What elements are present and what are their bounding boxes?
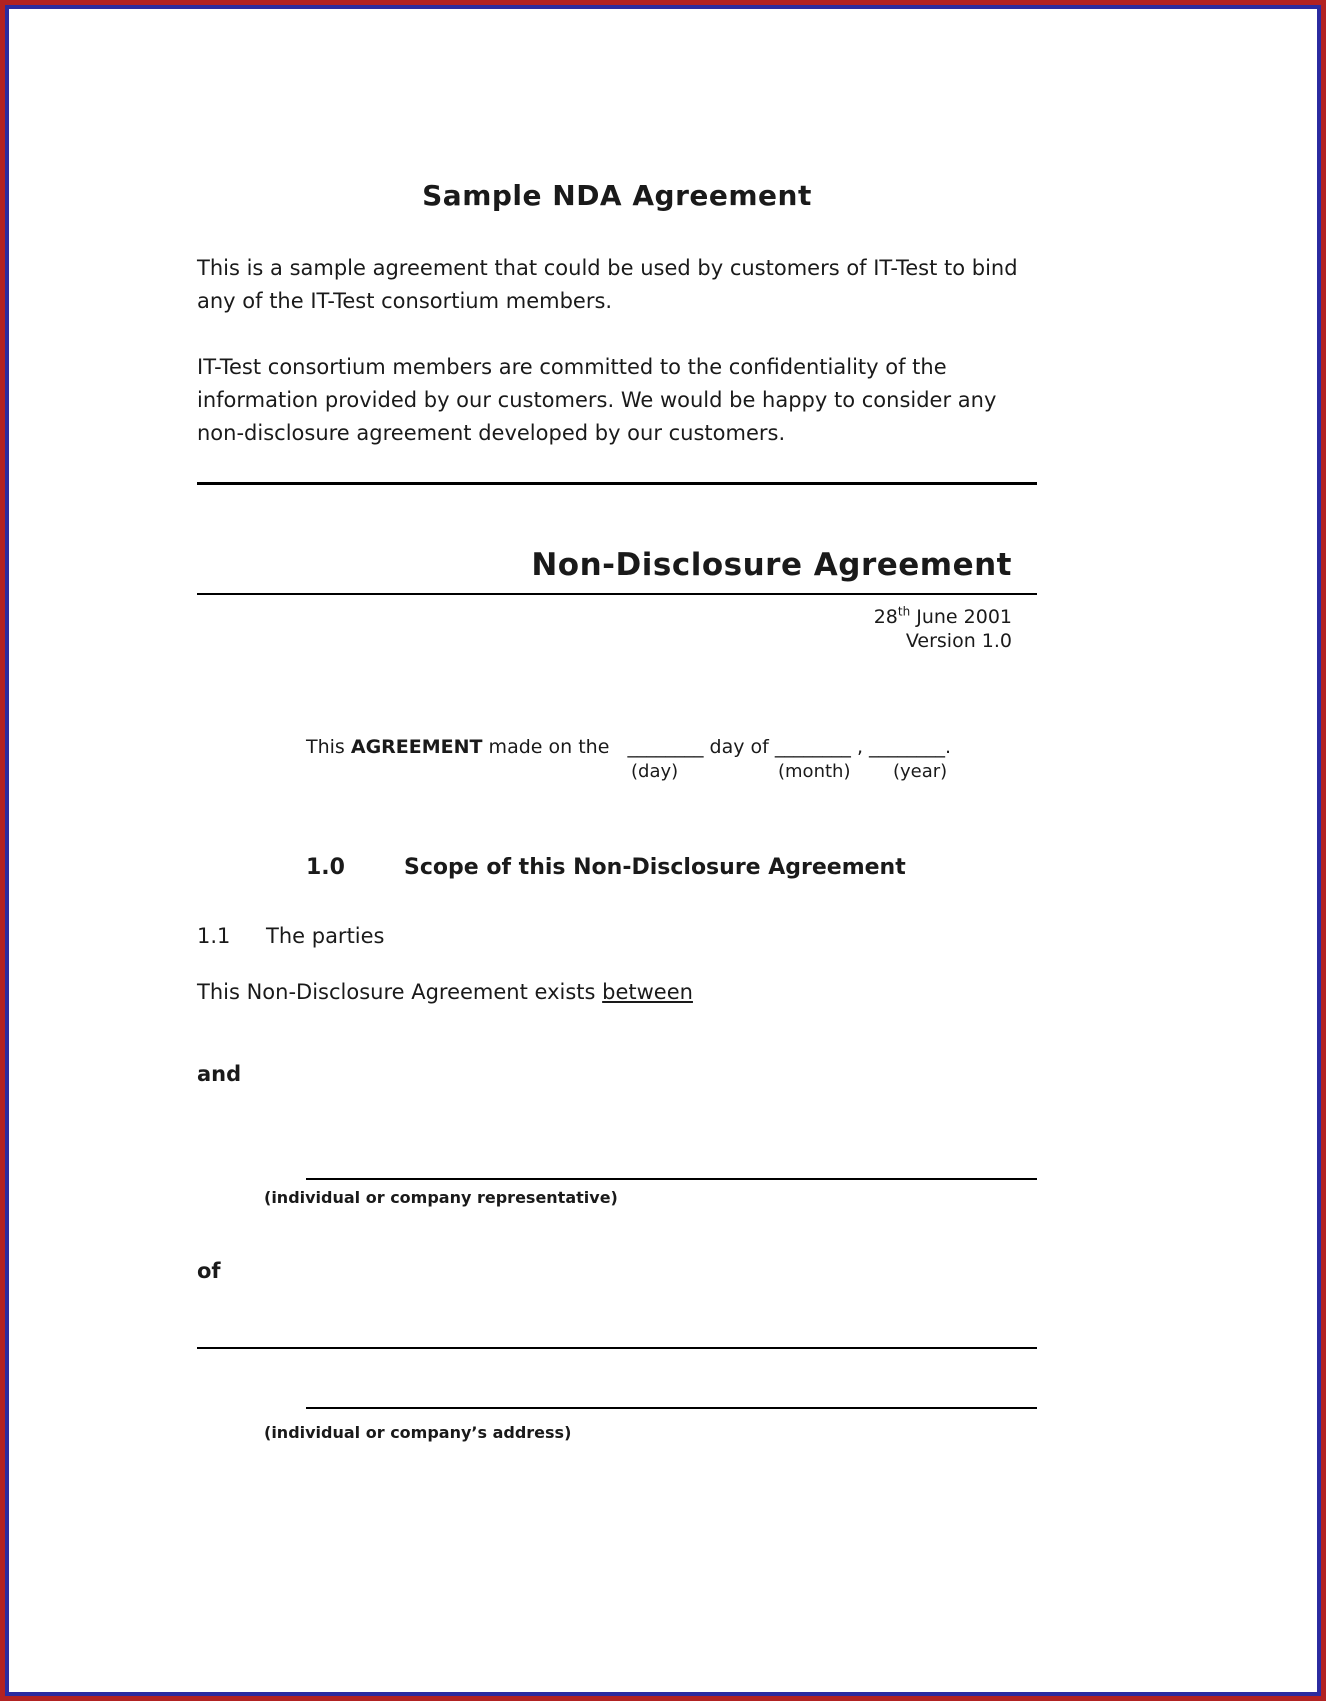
- address-blank-line-2: [306, 1407, 1037, 1409]
- day-blank-field: ________: [627, 736, 704, 758]
- made-on-middle: made on the: [482, 736, 628, 758]
- agreement-made-on-line: [197, 735, 1037, 759]
- made-on-labels-row: [197, 759, 1037, 787]
- year-label: (year): [893, 761, 948, 782]
- made-on-day-of: day of: [703, 736, 775, 758]
- section-1-0-title: Scope of this Non-Disclosure Agreement: [404, 855, 906, 880]
- month-label: (month): [778, 761, 851, 782]
- section-1-1-heading: [197, 924, 1037, 948]
- made-on-lead: This: [306, 736, 351, 758]
- representative-blank-line: [306, 1178, 1037, 1180]
- of-label: of: [197, 1259, 221, 1283]
- document-title: Sample NDA Agreement: [422, 179, 812, 212]
- and-label: and: [197, 1062, 242, 1086]
- page-inner-blue-frame: [5, 5, 1321, 1696]
- parties-sentence: [197, 980, 1037, 1004]
- section-1-1-title: The parties: [266, 924, 385, 948]
- intro-paragraph-1: This is a sample agreement that could be used by customers of IT-Test to bind any of the IT-Test consortium members.: [197, 256, 1018, 313]
- intro-paragraph-2: IT-Test consortium members are committed to the confidentiality of the information provided by our customers. We would be happy to consider any non-disclosure agreement developed by our customers.: [197, 355, 997, 445]
- date-day-number: 28: [873, 606, 898, 628]
- nda-heading-text: Non-Disclosure Agreement: [531, 547, 1012, 583]
- representative-caption: (individual or company representative): [264, 1188, 618, 1207]
- date-ordinal-superscript: th: [897, 604, 911, 619]
- year-blank-field: ________: [869, 736, 946, 758]
- month-blank-field: ________: [774, 736, 851, 758]
- address-caption: (individual or company’s address): [264, 1423, 572, 1442]
- made-on-comma: ,: [850, 736, 870, 758]
- nda-version: Version 1.0: [905, 630, 1012, 652]
- document-page: [9, 9, 1317, 1692]
- day-label: (day): [631, 761, 679, 782]
- section-1-0-heading: [197, 855, 1037, 880]
- made-on-period: .: [945, 736, 952, 758]
- agreement-word: AGREEMENT: [350, 736, 483, 758]
- section-1-1-number: 1.1: [197, 924, 231, 948]
- section-1-0-number: 1.0: [306, 855, 345, 880]
- parties-sentence-between: between: [602, 980, 693, 1004]
- horizontal-divider: [197, 482, 1037, 485]
- nda-heading: [197, 547, 1037, 595]
- nda-date: [197, 605, 1037, 629]
- address-blank-line-1: [197, 1347, 1037, 1349]
- date-rest: June 2001: [910, 606, 1012, 628]
- parties-sentence-start: This Non-Disclosure Agreement exists: [197, 980, 603, 1004]
- agreement-made-on-block: [197, 735, 1037, 787]
